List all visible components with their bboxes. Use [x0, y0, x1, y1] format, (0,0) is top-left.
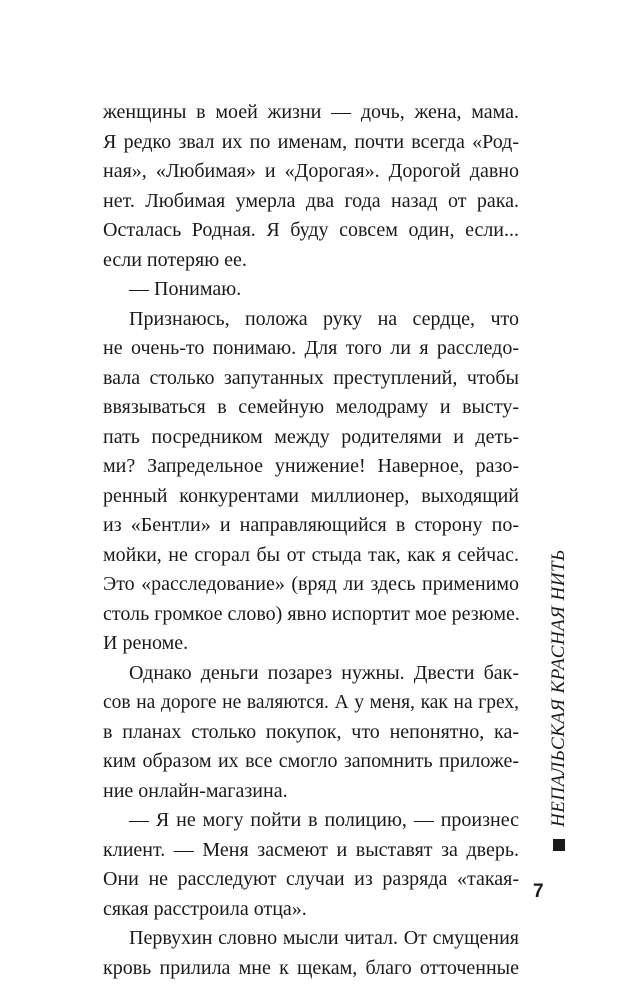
text-line: в планах столько покупок, что непонятно, ка- — [103, 720, 519, 743]
text-line: ная», «Любимая» и «Дорогая». Дорогой давно — [103, 160, 519, 182]
running-title — [548, 549, 570, 851]
text-line: ние онлайн-магазина. — [103, 779, 288, 802]
text-line: сякая расстроила отца». — [103, 897, 307, 920]
running-title-text: НЕПАЛЬСКАЯ КРАСНАЯ НИТЬ — [548, 549, 569, 827]
text-line: кровь прилила мне к щекам, благо отточенные — [103, 956, 519, 979]
text-line: Признаюсь, положа руку на сердце, что — [129, 307, 519, 330]
page-number: 7 — [533, 881, 544, 902]
square-bullet-icon — [553, 839, 565, 851]
text-line: не очень-то понимаю. Для того ли я расследо- — [103, 337, 519, 359]
text-line: пать посредником между родителями и деть- — [103, 425, 519, 448]
text-line: женщины в моей жизни — дочь, жена, мама. — [103, 101, 519, 123]
text-line: Они не расследуют случаи из разряда «такая- — [103, 868, 519, 890]
text-line: клиент. — Меня засмеют и выставят за дверь. — [103, 838, 519, 861]
text-line: Первухин словно мысли читал. От смущения — [129, 927, 519, 949]
body-text — [103, 98, 519, 983]
text-line: Я редко звал их по именам, почти всегда «Род- — [103, 130, 519, 153]
text-line: вала столько запутанных преступлений, чтобы — [103, 366, 519, 389]
text-line: из «Бентли» и направляющийся в сторону по- — [103, 514, 519, 536]
text-line: И реноме. — [103, 632, 189, 654]
text-line: ми? Запредельное унижение! Наверное, разо- — [103, 455, 519, 477]
text-line: — Понимаю. — [129, 278, 242, 300]
text-line: Осталась Родная. Я буду совсем один, если... — [103, 219, 519, 241]
text-line: — Я не могу пойти в полицию, — произнес — [129, 809, 519, 831]
text-line: нет. Любимая умерла два года назад от рака. — [103, 189, 519, 212]
text-line: ввязываться в семейную мелодраму и высту- — [103, 396, 519, 418]
text-line: Однако деньги позарез нужны. Двести бак- — [129, 661, 519, 684]
text-line: ренный конкурентами миллионер, выходящий — [103, 484, 519, 507]
text-line: столь громкое слово) явно испортит мое резюме. — [103, 602, 520, 625]
text-line: сов на дороге не валяются. А у меня, как на грех, — [103, 692, 519, 713]
text-line: Это «расследование» (вряд ли здесь применимо — [103, 573, 519, 595]
text-line: если потеряю ее. — [103, 248, 247, 271]
text-line: ким образом их все смогло запомнить приложе- — [103, 750, 519, 772]
text-line: мойки, не сгорал бы от стыда так, как я сейчас. — [103, 543, 519, 566]
